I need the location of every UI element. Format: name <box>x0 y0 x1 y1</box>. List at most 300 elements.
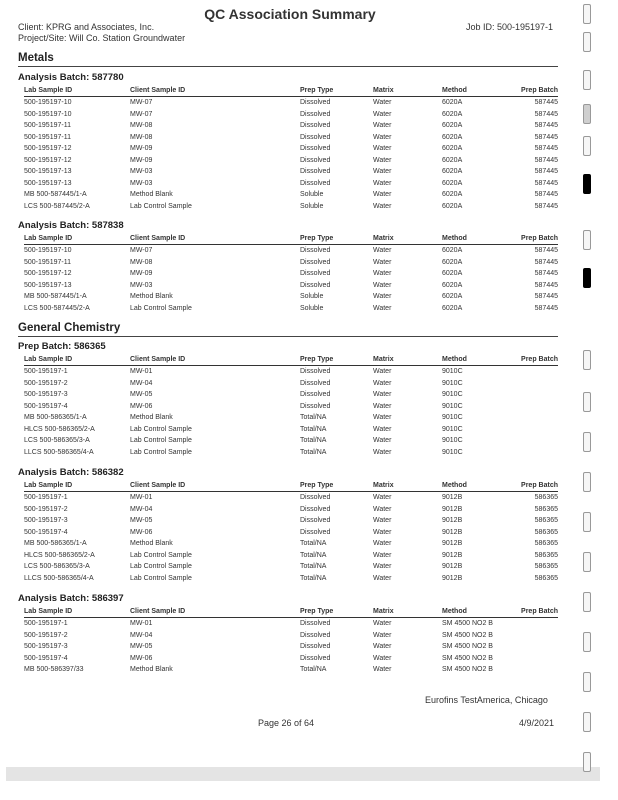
cell-lab-sample-id: LCS 500-587445/2-A <box>24 202 90 210</box>
cell-client-sample-id: MW-03 <box>130 168 153 175</box>
cell-method: 9010C <box>442 425 463 433</box>
cell-prep-type: Dissolved <box>300 391 331 398</box>
cell-matrix: Water <box>373 391 392 398</box>
cell-prep-batch: 587445 <box>534 133 558 141</box>
cell-method: 9012B <box>442 494 463 501</box>
table-row <box>24 492 558 504</box>
cell-method: 9010C <box>442 414 463 421</box>
cell-method: 6020A <box>442 145 463 152</box>
cell-prep-type: Soluble <box>300 293 324 300</box>
cell-prep-type: Dissolved <box>300 631 331 639</box>
cell-prep-type: Total/NA <box>300 574 327 582</box>
binder-tab <box>583 268 591 288</box>
cell-prep-batch: 587445 <box>534 304 558 312</box>
cell-prep-type: Dissolved <box>300 505 331 513</box>
binder-tab <box>583 350 591 370</box>
cell-method: 6020A <box>442 156 463 164</box>
cell-matrix: Water <box>373 168 392 175</box>
cell-prep-batch <box>512 389 558 401</box>
cell-prep-batch: 587445 <box>534 191 558 198</box>
cell-lab-sample-id: MB 500-586365/1-A <box>24 414 87 421</box>
cell-prep-batch: 586365 <box>534 528 558 536</box>
cell-prep-batch: 587445 <box>534 281 558 289</box>
cell-method: 9012B <box>442 551 463 559</box>
cell-lab-sample-id: LCS 500-587445/2-A <box>24 304 90 312</box>
cell-matrix: Water <box>373 110 392 118</box>
cell-prep-batch: 586365 <box>534 505 558 513</box>
cell-prep-batch <box>512 664 558 676</box>
cell-client-sample-id: MW-04 <box>130 379 153 387</box>
table-row <box>24 630 558 642</box>
table-header <box>24 481 558 492</box>
table-row <box>24 653 558 665</box>
cell-method: 6020A <box>442 258 463 266</box>
project-line: Project/Site: Will Co. Station Groundwater <box>18 33 186 43</box>
cell-lab-sample-id: 500-195197-1 <box>24 368 68 375</box>
table-row <box>24 401 558 413</box>
cell-client-sample-id: Method Blank <box>130 666 173 673</box>
binder-tab <box>583 32 591 52</box>
cell-matrix: Water <box>373 540 392 547</box>
cell-prep-type: Dissolved <box>300 402 331 410</box>
table-row <box>24 641 558 653</box>
cell-prep-type: Total/NA <box>300 540 327 547</box>
column-header-method: Method <box>442 482 467 489</box>
cell-method: SM 4500 NO2 B <box>442 631 493 639</box>
cell-prep-batch: 586365 <box>534 517 558 524</box>
cell-matrix: Water <box>373 643 392 650</box>
cell-lab-sample-id: 500-195197-4 <box>24 528 68 536</box>
column-header-prep-batch: Prep Batch <box>521 482 558 489</box>
cell-client-sample-id: MW-08 <box>130 133 153 141</box>
table-row <box>24 257 558 269</box>
cell-matrix: Water <box>373 414 392 421</box>
column-header-lab-sample-id: Lab Sample ID <box>24 235 73 242</box>
cell-method: 6020A <box>442 247 463 254</box>
cell-matrix: Water <box>373 258 392 266</box>
cell-method: 9012B <box>442 505 463 513</box>
column-header-method: Method <box>442 608 467 615</box>
column-header-prep-type: Prep Type <box>300 87 334 94</box>
binder-tab <box>583 552 591 572</box>
cell-prep-type: Dissolved <box>300 247 331 254</box>
cell-prep-type: Dissolved <box>300 528 331 536</box>
cell-prep-batch: 587445 <box>534 156 558 164</box>
cell-prep-batch <box>512 401 558 413</box>
table-row <box>24 178 558 190</box>
column-header-lab-sample-id: Lab Sample ID <box>24 87 73 94</box>
cell-client-sample-id: MW-01 <box>130 494 153 501</box>
cell-client-sample-id: MW-06 <box>130 528 153 536</box>
cell-matrix: Water <box>373 517 392 524</box>
cell-matrix: Water <box>373 133 392 141</box>
cell-method: 6020A <box>442 133 463 141</box>
binder-tab <box>583 632 591 652</box>
cell-method: 9012B <box>442 574 463 582</box>
cell-prep-batch <box>512 424 558 436</box>
cell-method: SM 4500 NO2 B <box>442 654 493 662</box>
client-line: Client: KPRG and Associates, Inc. <box>18 22 155 32</box>
cell-prep-batch <box>512 641 558 653</box>
binder-tab <box>583 70 591 90</box>
qc-table <box>24 355 558 458</box>
cell-prep-batch: 587445 <box>534 247 558 254</box>
cell-prep-batch: 586365 <box>534 574 558 582</box>
qc-table <box>24 234 558 314</box>
table-row <box>24 664 558 676</box>
cell-prep-batch: 587445 <box>534 202 558 210</box>
cell-matrix: Water <box>373 379 392 387</box>
cell-method: SM 4500 NO2 B <box>442 643 493 650</box>
cell-prep-type: Total/NA <box>300 448 327 456</box>
cell-method: 6020A <box>442 168 463 175</box>
cell-lab-sample-id: 500-195197-10 <box>24 247 72 254</box>
table-row <box>24 143 558 155</box>
table-row <box>24 515 558 527</box>
report-date: 4/9/2021 <box>519 718 555 728</box>
table-row <box>24 618 558 630</box>
cell-prep-batch <box>512 653 558 665</box>
cell-prep-type: Soluble <box>300 191 324 198</box>
cell-matrix: Water <box>373 425 392 433</box>
column-header-prep-batch: Prep Batch <box>521 87 558 94</box>
cell-matrix: Water <box>373 574 392 582</box>
column-header-prep-type: Prep Type <box>300 356 334 363</box>
cell-prep-batch: 587445 <box>534 168 558 175</box>
cell-client-sample-id: MW-05 <box>130 391 153 398</box>
cell-prep-batch: 586365 <box>534 551 558 559</box>
cell-prep-batch: 586365 <box>534 494 558 501</box>
cell-client-sample-id: Lab Control Sample <box>130 551 192 559</box>
table-row <box>24 447 558 459</box>
scan-shadow <box>6 767 600 781</box>
table-row <box>24 550 558 562</box>
cell-lab-sample-id: 500-195197-4 <box>24 654 68 662</box>
cell-lab-sample-id: HLCS 500-586365/2-A <box>24 425 95 433</box>
column-header-prep-batch: Prep Batch <box>521 608 558 615</box>
binder-tab <box>583 4 591 24</box>
cell-prep-type: Total/NA <box>300 563 327 570</box>
binder-tab <box>583 672 591 692</box>
page-title: QC Association Summary <box>204 6 376 22</box>
cell-prep-batch: 587445 <box>534 145 558 152</box>
cell-method: 6020A <box>442 202 463 210</box>
cell-client-sample-id: MW-04 <box>130 505 153 513</box>
cell-lab-sample-id: 500-195197-11 <box>24 122 71 129</box>
column-header-prep-batch: Prep Batch <box>521 235 558 242</box>
qc-table <box>24 86 558 212</box>
column-header-method: Method <box>442 235 467 242</box>
cell-prep-batch: 587445 <box>534 258 558 266</box>
batch-title: Analysis Batch: 586382 <box>18 467 124 478</box>
cell-prep-type: Dissolved <box>300 99 331 106</box>
cell-method: 9010C <box>442 379 463 387</box>
batch-title: Analysis Batch: 586397 <box>18 593 124 604</box>
cell-client-sample-id: MW-04 <box>130 631 153 639</box>
cell-matrix: Water <box>373 448 392 456</box>
column-header-prep-batch: Prep Batch <box>521 356 558 363</box>
cell-client-sample-id: MW-09 <box>130 270 153 277</box>
cell-matrix: Water <box>373 99 392 106</box>
cell-prep-type: Dissolved <box>300 379 331 387</box>
column-header-prep-type: Prep Type <box>300 608 334 615</box>
table-row <box>24 268 558 280</box>
table-row <box>24 573 558 585</box>
cell-prep-type: Total/NA <box>300 666 327 673</box>
cell-lab-sample-id: LCS 500-586365/3-A <box>24 437 90 444</box>
cell-client-sample-id: Lab Control Sample <box>130 563 192 570</box>
cell-matrix: Water <box>373 437 392 444</box>
batch-title: Analysis Batch: 587780 <box>18 72 124 83</box>
cell-prep-type: Dissolved <box>300 145 331 152</box>
column-header-matrix: Matrix <box>373 87 394 94</box>
cell-prep-type: Dissolved <box>300 179 331 187</box>
cell-matrix: Water <box>373 270 392 277</box>
cell-matrix: Water <box>373 528 392 536</box>
cell-prep-batch <box>512 447 558 459</box>
binder-tab <box>583 432 591 452</box>
cell-matrix: Water <box>373 304 392 312</box>
cell-client-sample-id: Lab Control Sample <box>130 448 192 456</box>
column-header-lab-sample-id: Lab Sample ID <box>24 482 73 489</box>
cell-prep-batch: 587445 <box>534 110 558 118</box>
table-row <box>24 303 558 315</box>
column-header-client-sample-id: Client Sample ID <box>130 356 186 363</box>
cell-prep-batch <box>512 412 558 424</box>
column-header-matrix: Matrix <box>373 608 394 615</box>
cell-client-sample-id: Lab Control Sample <box>130 202 192 210</box>
cell-method: 6020A <box>442 304 463 312</box>
cell-client-sample-id: MW-03 <box>130 281 153 289</box>
cell-client-sample-id: MW-09 <box>130 156 153 164</box>
cell-client-sample-id: MW-08 <box>130 258 153 266</box>
table-row <box>24 132 558 144</box>
cell-prep-type: Soluble <box>300 202 324 210</box>
table-row <box>24 155 558 167</box>
cell-lab-sample-id: 500-195197-13 <box>24 179 72 187</box>
job-id: Job ID: 500-195197-1 <box>466 22 554 32</box>
cell-client-sample-id: Method Blank <box>130 414 173 421</box>
cell-lab-sample-id: 500-195197-12 <box>24 156 72 164</box>
binder-tabs <box>575 0 618 800</box>
cell-prep-batch <box>512 630 558 642</box>
cell-prep-type: Dissolved <box>300 110 331 118</box>
table-row <box>24 435 558 447</box>
cell-lab-sample-id: 500-195197-4 <box>24 402 68 410</box>
cell-matrix: Water <box>373 179 392 187</box>
column-header-lab-sample-id: Lab Sample ID <box>24 608 73 615</box>
table-row <box>24 109 558 121</box>
cell-matrix: Water <box>373 654 392 662</box>
cell-matrix: Water <box>373 666 392 673</box>
cell-lab-sample-id: 500-195197-2 <box>24 379 68 387</box>
binder-tab <box>583 136 591 156</box>
cell-matrix: Water <box>373 281 392 289</box>
cell-method: 6020A <box>442 281 463 289</box>
cell-lab-sample-id: 500-195197-2 <box>24 505 68 513</box>
table-row <box>24 97 558 109</box>
cell-client-sample-id: MW-03 <box>130 179 153 187</box>
cell-client-sample-id: Method Blank <box>130 293 173 300</box>
cell-method: 6020A <box>442 110 463 118</box>
cell-matrix: Water <box>373 494 392 501</box>
cell-method: 9010C <box>442 391 463 398</box>
table-row <box>24 366 558 378</box>
column-header-matrix: Matrix <box>373 482 394 489</box>
cell-prep-batch <box>512 378 558 390</box>
column-header-matrix: Matrix <box>373 356 394 363</box>
cell-client-sample-id: MW-07 <box>130 247 153 254</box>
cell-method: 6020A <box>442 122 463 129</box>
cell-client-sample-id: MW-01 <box>130 620 153 627</box>
cell-prep-type: Dissolved <box>300 156 331 164</box>
table-row <box>24 538 558 550</box>
cell-prep-type: Total/NA <box>300 551 327 559</box>
section-heading-metals: Metals <box>18 52 54 64</box>
cell-prep-type: Dissolved <box>300 643 331 650</box>
cell-method: 9012B <box>442 528 463 536</box>
table-row <box>24 378 558 390</box>
column-header-prep-type: Prep Type <box>300 482 334 489</box>
cell-prep-batch: 587445 <box>534 122 558 129</box>
cell-lab-sample-id: 500-195197-10 <box>24 99 72 106</box>
column-header-client-sample-id: Client Sample ID <box>130 235 186 242</box>
cell-prep-type: Total/NA <box>300 414 327 421</box>
cell-prep-batch: 587445 <box>534 293 558 300</box>
cell-matrix: Water <box>373 368 392 375</box>
cell-matrix: Water <box>373 202 392 210</box>
cell-prep-type: Total/NA <box>300 425 327 433</box>
cell-prep-type: Dissolved <box>300 620 331 627</box>
cell-prep-type: Soluble <box>300 304 324 312</box>
cell-lab-sample-id: 500-195197-12 <box>24 145 72 152</box>
cell-client-sample-id: Lab Control Sample <box>130 425 192 433</box>
cell-matrix: Water <box>373 631 392 639</box>
cell-client-sample-id: Lab Control Sample <box>130 437 192 444</box>
section-heading-general-chemistry: General Chemistry <box>18 322 121 334</box>
page-number: Page 26 of 64 <box>258 718 315 728</box>
cell-matrix: Water <box>373 505 392 513</box>
cell-prep-type: Dissolved <box>300 133 331 141</box>
binder-tab <box>583 712 591 732</box>
cell-matrix: Water <box>373 402 392 410</box>
cell-lab-sample-id: MB 500-587445/1-A <box>24 293 87 300</box>
cell-matrix: Water <box>373 191 392 198</box>
cell-client-sample-id: MW-06 <box>130 654 153 662</box>
cell-prep-type: Dissolved <box>300 168 331 175</box>
cell-method: 9010C <box>442 448 463 456</box>
cell-method: 9012B <box>442 540 463 547</box>
section-divider <box>18 66 558 67</box>
table-row <box>24 412 558 424</box>
cell-method: 6020A <box>442 179 463 187</box>
cell-prep-type: Dissolved <box>300 258 331 266</box>
cell-method: 9010C <box>442 368 463 375</box>
lab-name: Eurofins TestAmerica, Chicago <box>425 695 548 705</box>
cell-matrix: Water <box>373 145 392 152</box>
column-header-client-sample-id: Client Sample ID <box>130 608 186 615</box>
cell-lab-sample-id: HLCS 500-586365/2-A <box>24 551 95 559</box>
cell-matrix: Water <box>373 563 392 570</box>
cell-lab-sample-id: 500-195197-3 <box>24 517 68 524</box>
cell-prep-type: Dissolved <box>300 494 331 501</box>
binder-tab <box>583 230 591 250</box>
cell-prep-batch: 587445 <box>534 270 558 277</box>
cell-lab-sample-id: LLCS 500-586365/4-A <box>24 448 94 456</box>
cell-matrix: Water <box>373 122 392 129</box>
cell-lab-sample-id: 500-195197-12 <box>24 270 72 277</box>
cell-prep-batch: 587445 <box>534 179 558 187</box>
cell-matrix: Water <box>373 551 392 559</box>
table-row <box>24 527 558 539</box>
column-header-client-sample-id: Client Sample ID <box>130 482 186 489</box>
cell-prep-type: Dissolved <box>300 281 331 289</box>
cell-method: 9010C <box>442 402 463 410</box>
column-header-lab-sample-id: Lab Sample ID <box>24 356 73 363</box>
column-header-client-sample-id: Client Sample ID <box>130 87 186 94</box>
cell-lab-sample-id: 500-195197-13 <box>24 281 72 289</box>
cell-lab-sample-id: 500-195197-1 <box>24 620 68 627</box>
cell-client-sample-id: MW-05 <box>130 643 153 650</box>
binder-tab <box>583 472 591 492</box>
batch-title: Prep Batch: 586365 <box>18 341 106 352</box>
cell-method: SM 4500 NO2 B <box>442 666 493 673</box>
cell-prep-batch: 586365 <box>534 540 558 547</box>
cell-prep-type: Total/NA <box>300 437 327 444</box>
cell-client-sample-id: MW-01 <box>130 368 153 375</box>
cell-prep-batch: 587445 <box>534 99 558 106</box>
cell-lab-sample-id: MB 500-586365/1-A <box>24 540 87 547</box>
cell-prep-type: Dissolved <box>300 654 331 662</box>
cell-client-sample-id: MW-07 <box>130 110 153 118</box>
cell-method: SM 4500 NO2 B <box>442 620 493 627</box>
cell-matrix: Water <box>373 620 392 627</box>
cell-method: 9012B <box>442 517 463 524</box>
cell-lab-sample-id: LLCS 500-586365/4-A <box>24 574 94 582</box>
table-row <box>24 280 558 292</box>
table-row <box>24 245 558 257</box>
cell-lab-sample-id: MB 500-587445/1-A <box>24 191 87 198</box>
cell-prep-batch <box>512 366 558 378</box>
cell-client-sample-id: MW-09 <box>130 145 153 152</box>
cell-method: 6020A <box>442 293 463 300</box>
cell-lab-sample-id: 500-195197-10 <box>24 110 72 118</box>
cell-client-sample-id: Lab Control Sample <box>130 304 192 312</box>
cell-client-sample-id: MW-08 <box>130 122 153 129</box>
table-row <box>24 189 558 201</box>
table-row <box>24 389 558 401</box>
cell-method: 6020A <box>442 191 463 198</box>
cell-lab-sample-id: 500-195197-3 <box>24 643 68 650</box>
column-header-matrix: Matrix <box>373 235 394 242</box>
table-row <box>24 424 558 436</box>
table-row <box>24 561 558 573</box>
batch-title: Analysis Batch: 587838 <box>18 220 124 231</box>
cell-lab-sample-id: MB 500-586397/33 <box>24 666 84 673</box>
cell-method: 6020A <box>442 270 463 277</box>
table-row <box>24 120 558 132</box>
table-row <box>24 291 558 303</box>
cell-prep-type: Dissolved <box>300 270 331 277</box>
cell-lab-sample-id: 500-195197-11 <box>24 133 71 141</box>
table-header <box>24 86 558 97</box>
table-header <box>24 607 558 618</box>
cell-lab-sample-id: 500-195197-3 <box>24 391 68 398</box>
cell-method: 9012B <box>442 563 463 570</box>
cell-client-sample-id: MW-07 <box>130 99 153 106</box>
table-row <box>24 201 558 213</box>
cell-lab-sample-id: 500-195197-1 <box>24 494 68 501</box>
